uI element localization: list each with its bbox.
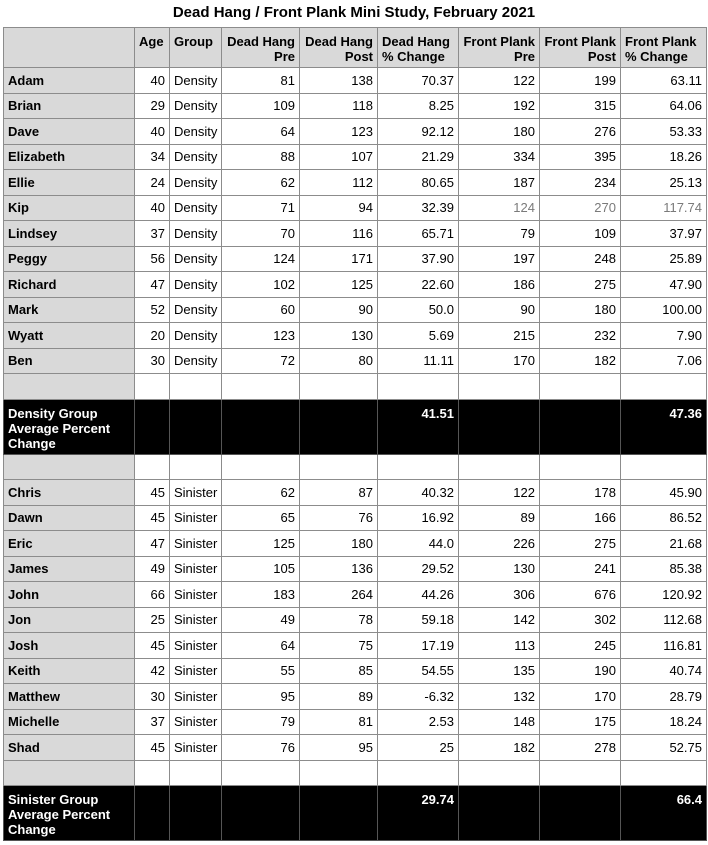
table-row bbox=[4, 144, 707, 170]
cell-dead-hang-change: 5.69 bbox=[378, 323, 459, 349]
cell-front-plank-post: 276 bbox=[540, 119, 621, 145]
cell-front-plank-post: 178 bbox=[540, 480, 621, 506]
cell-age: 45 bbox=[135, 480, 170, 506]
summary-label: Density Group Average Percent Change bbox=[4, 399, 135, 454]
cell-group: Density bbox=[170, 221, 222, 247]
cell-group: Sinister bbox=[170, 684, 222, 710]
cell-age: 47 bbox=[135, 531, 170, 557]
blank-row bbox=[4, 454, 707, 480]
cell-front-plank-post: 676 bbox=[540, 582, 621, 608]
summary-empty-cell bbox=[222, 399, 300, 454]
table-row bbox=[4, 195, 707, 221]
summary-empty-cell bbox=[222, 786, 300, 841]
cell-dead-hang-change: 29.52 bbox=[378, 556, 459, 582]
table-row bbox=[4, 93, 707, 119]
cell-dead-hang-pre: 65 bbox=[222, 505, 300, 531]
table-row bbox=[4, 272, 707, 298]
cell-dead-hang-pre: 60 bbox=[222, 297, 300, 323]
cell-front-plank-post: 109 bbox=[540, 221, 621, 247]
cell-dead-hang-post: 87 bbox=[300, 480, 378, 506]
blank-cell bbox=[300, 760, 378, 786]
summary-dead-hang-average: 29.74 bbox=[378, 786, 459, 841]
cell-front-plank-change: 53.33 bbox=[621, 119, 707, 145]
summary-empty-cell bbox=[540, 786, 621, 841]
cell-front-plank-change: 100.00 bbox=[621, 297, 707, 323]
cell-dead-hang-pre: 81 bbox=[222, 68, 300, 94]
cell-group: Density bbox=[170, 272, 222, 298]
cell-dead-hang-post: 107 bbox=[300, 144, 378, 170]
cell-name: Jon bbox=[4, 607, 135, 633]
cell-front-plank-pre: 226 bbox=[459, 531, 540, 557]
summary-empty-cell bbox=[300, 786, 378, 841]
cell-name: Shad bbox=[4, 735, 135, 761]
cell-front-plank-change: 86.52 bbox=[621, 505, 707, 531]
summary-row bbox=[4, 399, 707, 454]
cell-dead-hang-change: 44.26 bbox=[378, 582, 459, 608]
blank-cell bbox=[621, 454, 707, 480]
cell-front-plank-post: 199 bbox=[540, 68, 621, 94]
summary-empty-cell bbox=[170, 786, 222, 841]
cell-group: Density bbox=[170, 93, 222, 119]
cell-front-plank-pre: 215 bbox=[459, 323, 540, 349]
cell-dead-hang-change: 25 bbox=[378, 735, 459, 761]
cell-age: 37 bbox=[135, 221, 170, 247]
summary-empty-cell bbox=[300, 399, 378, 454]
cell-dead-hang-pre: 125 bbox=[222, 531, 300, 557]
cell-dead-hang-post: 90 bbox=[300, 297, 378, 323]
cell-front-plank-change: 18.26 bbox=[621, 144, 707, 170]
summary-label: Sinister Group Average Percent Change bbox=[4, 786, 135, 841]
cell-name: Josh bbox=[4, 633, 135, 659]
cell-group: Sinister bbox=[170, 607, 222, 633]
summary-empty-cell bbox=[135, 786, 170, 841]
cell-dead-hang-change: 22.60 bbox=[378, 272, 459, 298]
cell-front-plank-post: 270 bbox=[540, 195, 621, 221]
cell-group: Sinister bbox=[170, 556, 222, 582]
cell-dead-hang-post: 75 bbox=[300, 633, 378, 659]
cell-dead-hang-pre: 88 bbox=[222, 144, 300, 170]
blank-cell bbox=[135, 760, 170, 786]
blank-cell bbox=[459, 760, 540, 786]
cell-group: Density bbox=[170, 170, 222, 196]
table-row bbox=[4, 480, 707, 506]
cell-age: 40 bbox=[135, 68, 170, 94]
cell-front-plank-change: 117.74 bbox=[621, 195, 707, 221]
cell-front-plank-pre: 180 bbox=[459, 119, 540, 145]
cell-name: Keith bbox=[4, 658, 135, 684]
cell-name: Ellie bbox=[4, 170, 135, 196]
cell-front-plank-post: 395 bbox=[540, 144, 621, 170]
cell-front-plank-change: 63.11 bbox=[621, 68, 707, 94]
group-column-header: Group bbox=[170, 28, 222, 68]
cell-front-plank-pre: 170 bbox=[459, 348, 540, 374]
cell-group: Density bbox=[170, 68, 222, 94]
cell-front-plank-change: 7.06 bbox=[621, 348, 707, 374]
front-plank-pre-column-header: Front Plank Pre bbox=[459, 28, 540, 68]
cell-age: 40 bbox=[135, 195, 170, 221]
table-body bbox=[4, 68, 707, 841]
cell-front-plank-pre: 122 bbox=[459, 480, 540, 506]
cell-dead-hang-change: 59.18 bbox=[378, 607, 459, 633]
blank-cell bbox=[621, 760, 707, 786]
cell-front-plank-pre: 132 bbox=[459, 684, 540, 710]
blank-cell bbox=[135, 454, 170, 480]
header-row bbox=[4, 28, 707, 68]
summary-front-plank-average: 47.36 bbox=[621, 399, 707, 454]
table-row bbox=[4, 246, 707, 272]
cell-dead-hang-change: 16.92 bbox=[378, 505, 459, 531]
cell-age: 20 bbox=[135, 323, 170, 349]
table-row bbox=[4, 684, 707, 710]
cell-name: Wyatt bbox=[4, 323, 135, 349]
cell-front-plank-pre: 124 bbox=[459, 195, 540, 221]
cell-dead-hang-post: 180 bbox=[300, 531, 378, 557]
cell-age: 25 bbox=[135, 607, 170, 633]
cell-front-plank-pre: 148 bbox=[459, 709, 540, 735]
cell-dead-hang-post: 76 bbox=[300, 505, 378, 531]
cell-front-plank-post: 245 bbox=[540, 633, 621, 659]
cell-front-plank-pre: 113 bbox=[459, 633, 540, 659]
table-row bbox=[4, 709, 707, 735]
cell-front-plank-pre: 334 bbox=[459, 144, 540, 170]
summary-empty-cell bbox=[540, 399, 621, 454]
cell-dead-hang-change: 54.55 bbox=[378, 658, 459, 684]
blank-row bbox=[4, 760, 707, 786]
cell-name: Kip bbox=[4, 195, 135, 221]
cell-age: 45 bbox=[135, 633, 170, 659]
table-row bbox=[4, 170, 707, 196]
cell-age: 56 bbox=[135, 246, 170, 272]
summary-empty-cell bbox=[135, 399, 170, 454]
cell-age: 42 bbox=[135, 658, 170, 684]
cell-front-plank-pre: 122 bbox=[459, 68, 540, 94]
table-row bbox=[4, 607, 707, 633]
cell-dead-hang-pre: 124 bbox=[222, 246, 300, 272]
summary-empty-cell bbox=[459, 399, 540, 454]
cell-age: 52 bbox=[135, 297, 170, 323]
cell-dead-hang-post: 136 bbox=[300, 556, 378, 582]
blank-cell bbox=[4, 454, 135, 480]
summary-empty-cell bbox=[459, 786, 540, 841]
cell-name: James bbox=[4, 556, 135, 582]
cell-group: Sinister bbox=[170, 633, 222, 659]
cell-age: 47 bbox=[135, 272, 170, 298]
blank-cell bbox=[300, 454, 378, 480]
cell-dead-hang-post: 130 bbox=[300, 323, 378, 349]
cell-dead-hang-post: 171 bbox=[300, 246, 378, 272]
cell-front-plank-post: 190 bbox=[540, 658, 621, 684]
blank-cell bbox=[378, 374, 459, 400]
table-row bbox=[4, 633, 707, 659]
cell-dead-hang-pre: 49 bbox=[222, 607, 300, 633]
cell-dead-hang-post: 94 bbox=[300, 195, 378, 221]
cell-front-plank-post: 275 bbox=[540, 531, 621, 557]
cell-age: 30 bbox=[135, 684, 170, 710]
cell-dead-hang-change: 32.39 bbox=[378, 195, 459, 221]
cell-front-plank-change: 7.90 bbox=[621, 323, 707, 349]
cell-front-plank-change: 120.92 bbox=[621, 582, 707, 608]
cell-front-plank-change: 45.90 bbox=[621, 480, 707, 506]
cell-dead-hang-pre: 109 bbox=[222, 93, 300, 119]
blank-cell bbox=[459, 454, 540, 480]
cell-dead-hang-pre: 64 bbox=[222, 119, 300, 145]
cell-front-plank-pre: 90 bbox=[459, 297, 540, 323]
cell-front-plank-post: 302 bbox=[540, 607, 621, 633]
cell-name: Michelle bbox=[4, 709, 135, 735]
cell-name: Richard bbox=[4, 272, 135, 298]
cell-name: Dave bbox=[4, 119, 135, 145]
cell-front-plank-change: 37.97 bbox=[621, 221, 707, 247]
cell-front-plank-change: 47.90 bbox=[621, 272, 707, 298]
cell-front-plank-change: 52.75 bbox=[621, 735, 707, 761]
cell-name: Lindsey bbox=[4, 221, 135, 247]
cell-group: Sinister bbox=[170, 735, 222, 761]
cell-front-plank-pre: 186 bbox=[459, 272, 540, 298]
cell-front-plank-pre: 182 bbox=[459, 735, 540, 761]
cell-dead-hang-change: 11.11 bbox=[378, 348, 459, 374]
cell-front-plank-change: 85.38 bbox=[621, 556, 707, 582]
cell-age: 49 bbox=[135, 556, 170, 582]
cell-dead-hang-post: 123 bbox=[300, 119, 378, 145]
cell-dead-hang-post: 95 bbox=[300, 735, 378, 761]
cell-age: 37 bbox=[135, 709, 170, 735]
cell-age: 45 bbox=[135, 735, 170, 761]
front-plank-post-column-header: Front Plank Post bbox=[540, 28, 621, 68]
cell-group: Density bbox=[170, 297, 222, 323]
cell-front-plank-pre: 192 bbox=[459, 93, 540, 119]
blank-cell bbox=[170, 454, 222, 480]
cell-dead-hang-pre: 55 bbox=[222, 658, 300, 684]
cell-age: 29 bbox=[135, 93, 170, 119]
page-title: Dead Hang / Front Plank Mini Study, February 2021 bbox=[172, 4, 536, 21]
cell-front-plank-change: 25.13 bbox=[621, 170, 707, 196]
cell-group: Density bbox=[170, 348, 222, 374]
summary-empty-cell bbox=[170, 399, 222, 454]
table-row bbox=[4, 221, 707, 247]
cell-dead-hang-change: 2.53 bbox=[378, 709, 459, 735]
cell-name: Adam bbox=[4, 68, 135, 94]
cell-front-plank-post: 278 bbox=[540, 735, 621, 761]
cell-front-plank-post: 182 bbox=[540, 348, 621, 374]
blank-cell bbox=[621, 374, 707, 400]
cell-dead-hang-pre: 71 bbox=[222, 195, 300, 221]
study-table bbox=[3, 27, 707, 841]
summary-dead-hang-average: 41.51 bbox=[378, 399, 459, 454]
cell-front-plank-post: 241 bbox=[540, 556, 621, 582]
cell-dead-hang-change: 37.90 bbox=[378, 246, 459, 272]
cell-name: Mark bbox=[4, 297, 135, 323]
cell-front-plank-pre: 197 bbox=[459, 246, 540, 272]
cell-age: 45 bbox=[135, 505, 170, 531]
cell-dead-hang-post: 85 bbox=[300, 658, 378, 684]
cell-front-plank-change: 28.79 bbox=[621, 684, 707, 710]
cell-front-plank-pre: 135 bbox=[459, 658, 540, 684]
cell-dead-hang-change: 92.12 bbox=[378, 119, 459, 145]
table-row bbox=[4, 323, 707, 349]
cell-dead-hang-change: 8.25 bbox=[378, 93, 459, 119]
summary-front-plank-average: 66.4 bbox=[621, 786, 707, 841]
cell-dead-hang-pre: 183 bbox=[222, 582, 300, 608]
cell-dead-hang-pre: 105 bbox=[222, 556, 300, 582]
table-row bbox=[4, 68, 707, 94]
blank-cell bbox=[170, 760, 222, 786]
cell-front-plank-post: 275 bbox=[540, 272, 621, 298]
name-column-header bbox=[4, 28, 135, 68]
cell-dead-hang-pre: 123 bbox=[222, 323, 300, 349]
cell-dead-hang-post: 89 bbox=[300, 684, 378, 710]
dead-hang-change-column-header: Dead Hang % Change bbox=[378, 28, 459, 68]
cell-front-plank-post: 166 bbox=[540, 505, 621, 531]
blank-cell bbox=[222, 454, 300, 480]
cell-group: Density bbox=[170, 195, 222, 221]
cell-dead-hang-pre: 72 bbox=[222, 348, 300, 374]
cell-dead-hang-change: 80.65 bbox=[378, 170, 459, 196]
cell-group: Density bbox=[170, 119, 222, 145]
cell-dead-hang-change: 50.0 bbox=[378, 297, 459, 323]
cell-dead-hang-post: 78 bbox=[300, 607, 378, 633]
cell-name: John bbox=[4, 582, 135, 608]
table-row bbox=[4, 735, 707, 761]
front-plank-change-column-header: Front Plank % Change bbox=[621, 28, 707, 68]
cell-group: Sinister bbox=[170, 480, 222, 506]
table-row bbox=[4, 582, 707, 608]
cell-dead-hang-pre: 70 bbox=[222, 221, 300, 247]
cell-dead-hang-change: 65.71 bbox=[378, 221, 459, 247]
blank-cell bbox=[540, 374, 621, 400]
blank-cell bbox=[540, 760, 621, 786]
cell-front-plank-pre: 142 bbox=[459, 607, 540, 633]
table-row bbox=[4, 505, 707, 531]
blank-cell bbox=[540, 454, 621, 480]
cell-name: Matthew bbox=[4, 684, 135, 710]
cell-front-plank-pre: 89 bbox=[459, 505, 540, 531]
cell-dead-hang-pre: 102 bbox=[222, 272, 300, 298]
table-row bbox=[4, 348, 707, 374]
cell-group: Sinister bbox=[170, 582, 222, 608]
cell-front-plank-pre: 187 bbox=[459, 170, 540, 196]
blank-cell bbox=[135, 374, 170, 400]
cell-age: 30 bbox=[135, 348, 170, 374]
cell-dead-hang-change: 40.32 bbox=[378, 480, 459, 506]
blank-cell bbox=[300, 374, 378, 400]
cell-age: 40 bbox=[135, 119, 170, 145]
cell-dead-hang-pre: 64 bbox=[222, 633, 300, 659]
cell-front-plank-change: 21.68 bbox=[621, 531, 707, 557]
cell-dead-hang-pre: 62 bbox=[222, 170, 300, 196]
cell-dead-hang-post: 116 bbox=[300, 221, 378, 247]
blank-cell bbox=[170, 374, 222, 400]
cell-group: Density bbox=[170, 144, 222, 170]
blank-cell bbox=[459, 374, 540, 400]
cell-front-plank-post: 234 bbox=[540, 170, 621, 196]
cell-dead-hang-change: 21.29 bbox=[378, 144, 459, 170]
cell-dead-hang-post: 138 bbox=[300, 68, 378, 94]
blank-cell bbox=[378, 454, 459, 480]
cell-front-plank-change: 40.74 bbox=[621, 658, 707, 684]
summary-row bbox=[4, 786, 707, 841]
blank-cell bbox=[222, 374, 300, 400]
cell-front-plank-post: 315 bbox=[540, 93, 621, 119]
cell-front-plank-change: 25.89 bbox=[621, 246, 707, 272]
cell-front-plank-pre: 306 bbox=[459, 582, 540, 608]
cell-front-plank-post: 232 bbox=[540, 323, 621, 349]
cell-dead-hang-pre: 62 bbox=[222, 480, 300, 506]
age-column-header: Age bbox=[135, 28, 170, 68]
blank-cell bbox=[222, 760, 300, 786]
cell-group: Sinister bbox=[170, 505, 222, 531]
blank-cell bbox=[378, 760, 459, 786]
cell-group: Sinister bbox=[170, 658, 222, 684]
cell-front-plank-post: 170 bbox=[540, 684, 621, 710]
cell-age: 24 bbox=[135, 170, 170, 196]
cell-dead-hang-change: 17.19 bbox=[378, 633, 459, 659]
cell-dead-hang-post: 80 bbox=[300, 348, 378, 374]
cell-front-plank-change: 112.68 bbox=[621, 607, 707, 633]
cell-dead-hang-post: 125 bbox=[300, 272, 378, 298]
cell-dead-hang-post: 112 bbox=[300, 170, 378, 196]
cell-front-plank-post: 180 bbox=[540, 297, 621, 323]
cell-front-plank-pre: 79 bbox=[459, 221, 540, 247]
cell-front-plank-change: 18.24 bbox=[621, 709, 707, 735]
cell-name: Peggy bbox=[4, 246, 135, 272]
cell-dead-hang-post: 264 bbox=[300, 582, 378, 608]
blank-cell bbox=[4, 374, 135, 400]
cell-front-plank-change: 116.81 bbox=[621, 633, 707, 659]
table-row bbox=[4, 658, 707, 684]
dead-hang-pre-column-header: Dead Hang Pre bbox=[222, 28, 300, 68]
cell-front-plank-post: 175 bbox=[540, 709, 621, 735]
cell-name: Dawn bbox=[4, 505, 135, 531]
cell-group: Sinister bbox=[170, 709, 222, 735]
table-row bbox=[4, 556, 707, 582]
cell-dead-hang-change: -6.32 bbox=[378, 684, 459, 710]
cell-front-plank-post: 248 bbox=[540, 246, 621, 272]
dead-hang-post-column-header: Dead Hang Post bbox=[300, 28, 378, 68]
cell-age: 34 bbox=[135, 144, 170, 170]
cell-dead-hang-post: 81 bbox=[300, 709, 378, 735]
cell-dead-hang-pre: 79 bbox=[222, 709, 300, 735]
cell-age: 66 bbox=[135, 582, 170, 608]
blank-row bbox=[4, 374, 707, 400]
cell-dead-hang-post: 118 bbox=[300, 93, 378, 119]
cell-name: Eric bbox=[4, 531, 135, 557]
cell-front-plank-pre: 130 bbox=[459, 556, 540, 582]
cell-group: Sinister bbox=[170, 531, 222, 557]
table-row bbox=[4, 119, 707, 145]
cell-group: Density bbox=[170, 246, 222, 272]
blank-cell bbox=[4, 760, 135, 786]
cell-name: Chris bbox=[4, 480, 135, 506]
cell-group: Density bbox=[170, 323, 222, 349]
table-row bbox=[4, 297, 707, 323]
table-row bbox=[4, 531, 707, 557]
cell-dead-hang-change: 70.37 bbox=[378, 68, 459, 94]
cell-dead-hang-change: 44.0 bbox=[378, 531, 459, 557]
cell-name: Ben bbox=[4, 348, 135, 374]
cell-name: Brian bbox=[4, 93, 135, 119]
cell-dead-hang-pre: 95 bbox=[222, 684, 300, 710]
cell-name: Elizabeth bbox=[4, 144, 135, 170]
cell-dead-hang-pre: 76 bbox=[222, 735, 300, 761]
cell-front-plank-change: 64.06 bbox=[621, 93, 707, 119]
